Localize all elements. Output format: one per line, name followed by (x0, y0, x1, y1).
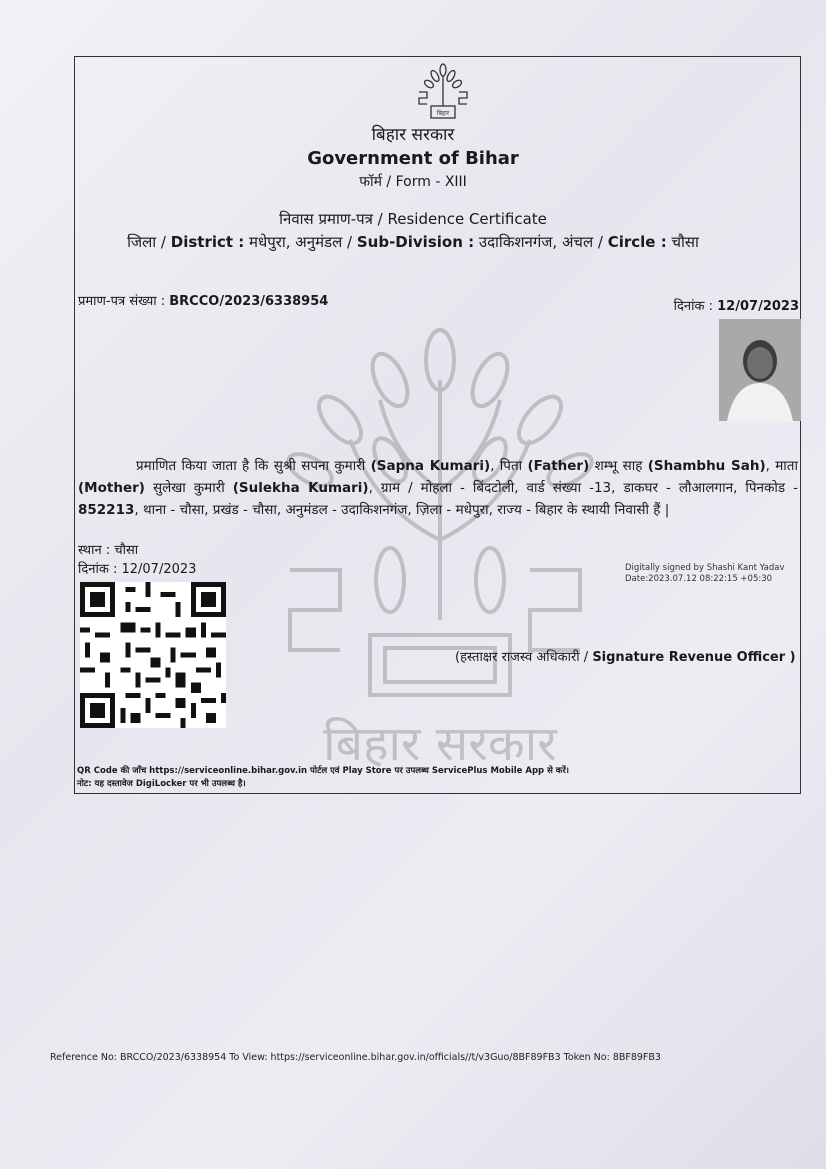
district-line: जिला / District : मधेपुरा, अनुमंडल / Sub-Division : उदाकिशनगंज, अंचल / Circle : चौसा (127, 233, 699, 251)
qr-code[interactable] (80, 582, 226, 728)
bihar-watermark (280, 320, 600, 770)
govt-hindi-title: बिहार सरकार (371, 125, 455, 145)
qr-verification-note: QR Code की जाँच https://serviceonline.bihar.gov.in पोर्टल एवं Play Store पर उपलब्ध ServicePlus Mobile App से करें। (77, 766, 570, 776)
govt-english-title: Government of Bihar (307, 148, 519, 169)
form-number: फॉर्म / Form - XIII (359, 174, 467, 190)
svg-text:बिहार सरकार: बिहार सरकार (323, 716, 557, 770)
reference-footer: Reference No: BRCCO/2023/6338954 To View: https://serviceonline.bihar.gov.in/officials//t/v3Guo/8BF89FB3 Token No: 8BF89FB3 (50, 1052, 661, 1063)
digilocker-note: नोट: यह दस्तावेज DigiLocker पर भी उपलब्ध है। (77, 779, 246, 789)
svg-text:बिहार: बिहार (436, 110, 450, 117)
certificate-title: निवास प्रमाण-पत्र / Residence Certificate (279, 210, 547, 228)
certificate-number: प्रमाण-पत्र संख्या : BRCCO/2023/6338954 (78, 294, 329, 309)
certificate-date: दिनांक : 12/07/2023 (673, 299, 799, 314)
applicant-photo (719, 319, 801, 421)
signature-officer: (हस्ताक्षर राजस्व अधिकारी / Signature Revenue Officer ) (455, 650, 796, 665)
issue-date: दिनांक : 12/07/2023 (78, 562, 197, 577)
certificate-body: प्रमाणित किया जाता है कि सुश्री सपना कुमारी (Sapna Kumari), पिता (Father) शम्भू साह (Shambhu Sah), माता (Mother) सुलेखा कुमारी (Sulekha Kumari), ग्राम / मोहला - बिंदटोली, वार्ड संख्या -13, डाकघर - लौआलगान, पिनकोड - 852213, थाना - चौसा, प्रखंड - चौसा, अनुमंडल - उदाकिशनगंज, ज़िला - मधेपुरा, राज्य - बिहार के स्थायी निवासी हैं | (78, 458, 799, 518)
place-of-issue: स्थान : चौसा (78, 543, 139, 558)
digital-signature-block: Digitally signed by Shashi Kant Yadav Date:2023.07.12 08:22:15 +05:30 (625, 563, 785, 584)
